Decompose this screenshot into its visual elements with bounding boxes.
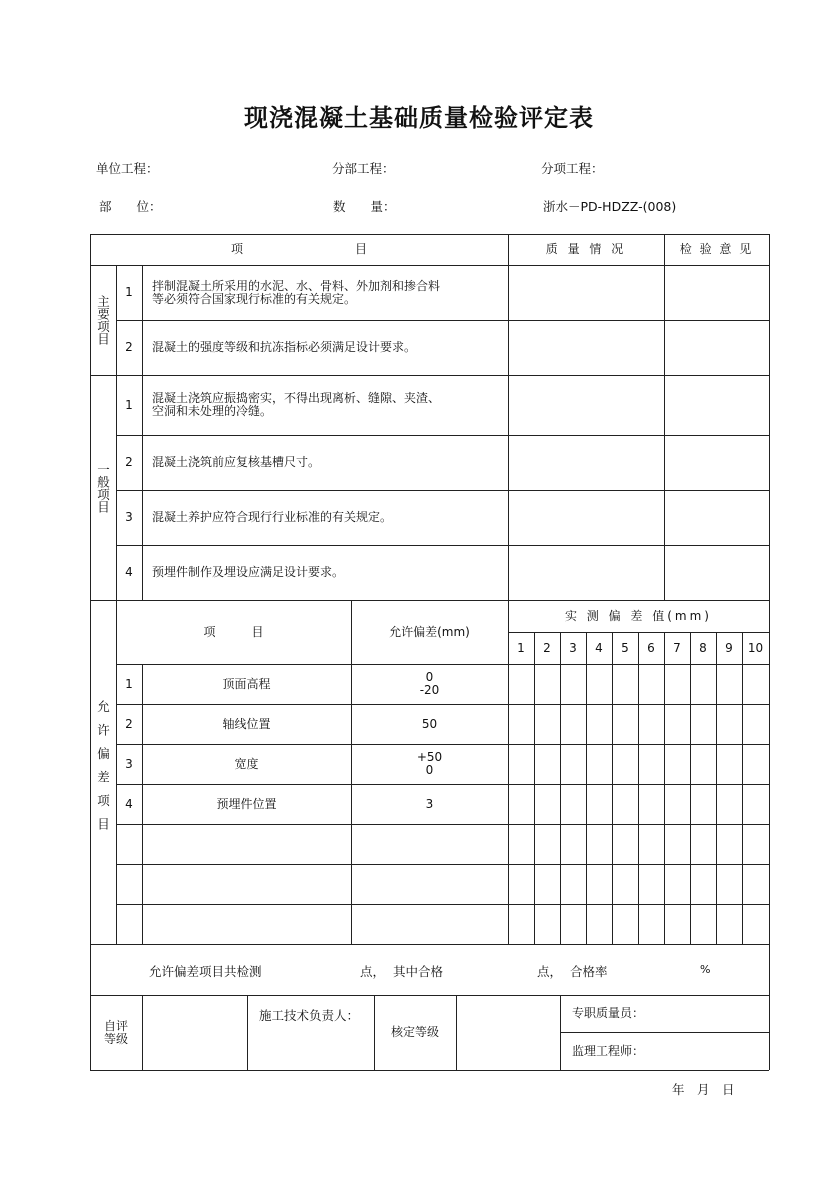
measure-col-10: 10 [747,640,764,655]
measure-col-1: 1 [517,640,525,655]
table-line [612,632,613,944]
quality-officer-label: 专职质量员： [572,1006,645,1020]
table-line [586,632,587,944]
measure-col-2: 2 [543,640,551,655]
header-quality: 质 量 情 况 [545,242,627,256]
table-line [769,234,770,1070]
deviation-row-no: 1 [125,676,133,691]
general-item-text: 预埋件制作及埋设应满足设计要求。 [152,565,345,579]
header-item-2: 目 [354,242,367,256]
general-item-no: 4 [125,565,133,579]
main-items-label: 主要项目 [95,295,111,345]
sub-division-label: 分部工程： [332,161,395,176]
main-item-no: 1 [125,285,133,299]
summary-qualified: 点， 其中合格 [360,964,443,979]
table-line [742,632,743,944]
table-line [638,632,639,944]
table-line [116,824,769,825]
deviation-row-no: 3 [125,756,133,771]
main-item-no: 2 [125,340,133,354]
deviation-row-allowed: +50 0 [416,750,443,777]
table-line [90,944,769,945]
summary-total-checked: 允许偏差项目共检测 [149,964,262,979]
table-line [690,632,691,944]
header-item: 项 [230,242,243,256]
general-item-no: 3 [125,510,133,524]
deviation-row-name: 顶面高程 [222,676,271,691]
deviation-row-no: 2 [125,716,133,731]
measure-col-8: 8 [699,640,707,655]
summary-percent: % [700,963,711,976]
location-label: 部 位： [99,199,162,214]
measure-col-5: 5 [621,640,629,655]
table-line [534,632,535,944]
measure-col-9: 9 [725,640,733,655]
measure-col-3: 3 [569,640,577,655]
table-line [247,995,248,1070]
deviation-row-name: 预埋件位置 [216,796,277,811]
table-line [664,632,665,944]
table-line [560,632,561,944]
sub-item-label: 分项工程： [541,161,604,176]
approved-grade-label: 核定等级 [390,1025,439,1039]
main-item-text: 拌制混凝土所采用的水泥、水、骨料、外加剂和掺合料 等必须符合国家现行标准的有关规定。 [152,278,441,306]
deviation-row-allowed: 0 -20 [419,670,440,697]
allowed-deviation-header: 允许偏差(mm) [389,624,470,639]
header-opinion: 检 验 意 见 [679,242,754,256]
page-title: 现浇混凝土基础质量检验评定表 [244,104,594,132]
table-line [664,234,665,600]
self-rating-label: 自评 等级 [103,1018,128,1046]
measured-deviation-header: 实 测 偏 差 值(mm) [564,608,712,623]
table-line [560,995,561,1070]
general-item-text: 混凝土养护应符合现行行业标准的有关规定。 [152,510,393,524]
deviation-row-name: 宽度 [234,756,259,771]
date-line: 年 月 日 [672,1082,735,1097]
general-item-no: 2 [125,455,133,469]
table-line [142,995,143,1070]
general-item-no: 1 [125,397,133,412]
measure-col-6: 6 [647,640,655,655]
general-item-text: 混凝土浇筑前应复核基槽尺寸。 [152,455,321,469]
general-item-text: 混凝土浇筑应振捣密实，不得出现离析、缝隙、夹渣、 空洞和未处理的冷缝。 [152,391,441,418]
table-line [116,904,769,905]
measure-col-4: 4 [595,640,603,655]
deviation-label: 允许偏差项目 [95,699,111,841]
measure-col-7: 7 [673,640,681,655]
table-line [116,864,769,865]
form-code: 浙水－PD-HDZZ-(008) [543,199,677,214]
tech-lead-label: 施工技术负责人： [259,1008,360,1023]
general-items-label: 一般项目 [95,462,111,513]
supervisor-label: 监理工程师： [572,1043,645,1058]
summary-pass-rate: 点， 合格率 [537,964,608,979]
deviation-row-allowed: 50 [421,716,438,731]
deviation-item-header: 项 目 [203,624,264,639]
table-line [716,632,717,944]
main-item-text: 混凝土的强度等级和抗冻指标必须满足设计要求。 [152,340,417,354]
deviation-row-no: 4 [125,796,133,811]
table-line [90,1070,769,1071]
deviation-row-allowed: 3 [425,796,434,811]
table-line [508,234,509,600]
deviation-row-name: 轴线位置 [222,716,271,731]
quantity-label: 数 量： [333,199,396,214]
table-line [456,995,457,1070]
unit-project-label: 单位工程： [96,161,159,176]
